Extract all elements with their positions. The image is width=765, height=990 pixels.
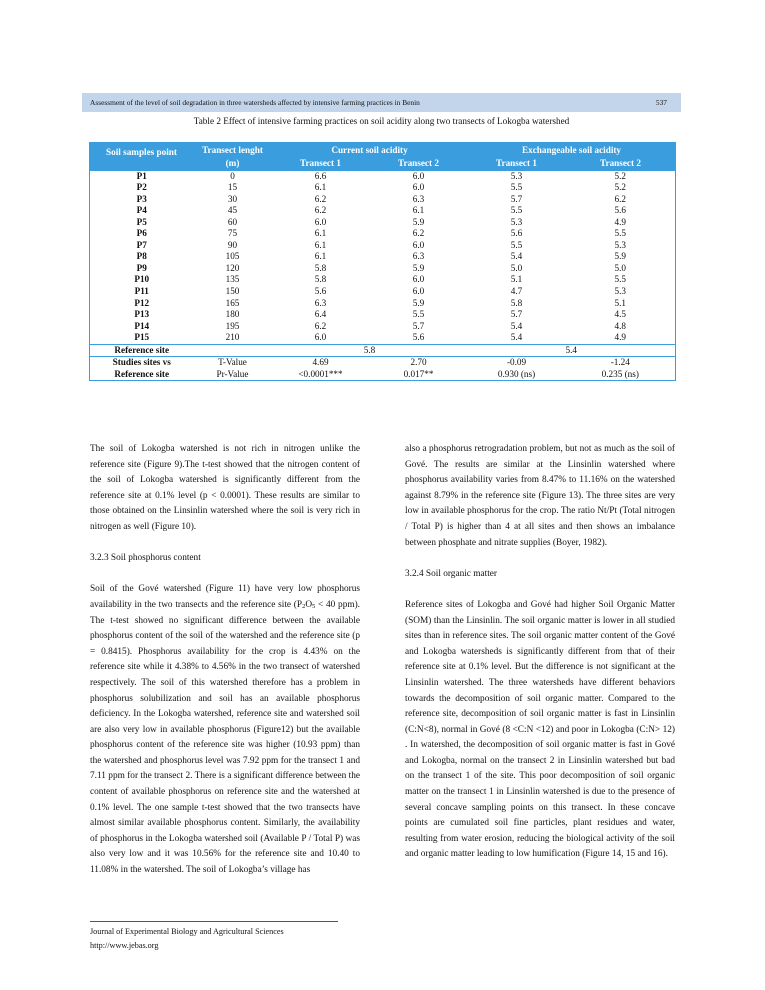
- table-row: [90, 170, 676, 182]
- current-t1-cell: 6.0: [314, 332, 327, 343]
- exchangeable-t2-cell: 4.5: [614, 309, 626, 320]
- transect-length-cell: 135: [225, 274, 240, 285]
- running-title: Assessment of the level of soil degradation in three watersheds affected by intensive farming practices in Benin: [90, 98, 420, 107]
- sample-point-cell: P3: [136, 193, 147, 204]
- subscript: 2: [302, 602, 306, 610]
- exchangeable-t2-cell: 5.1: [614, 297, 626, 308]
- current-t2-cell: 6.0: [412, 170, 425, 181]
- exchangeable-t2-cell: 4.9: [614, 332, 626, 343]
- table-caption: Table 2 Effect of intensive farming practices on soil acidity along two transects of Lokogba watershed: [193, 116, 570, 126]
- reference-row: [90, 344, 676, 357]
- current-t1-cell: 6.2: [314, 205, 327, 216]
- running-header: [82, 93, 681, 112]
- sample-point-cell: P13: [134, 309, 150, 320]
- soil-acidity-table: [89, 142, 676, 381]
- table-row: [90, 228, 676, 240]
- current-t2-cell: 6.0: [412, 274, 425, 285]
- exchangeable-t2-cell: 5.5: [614, 228, 626, 239]
- reference-label: Reference site: [90, 344, 194, 357]
- transect-length-cell: 75: [227, 228, 238, 239]
- exchangeable-t1-cell: 5.7: [510, 193, 523, 204]
- exchangeable-t1-cell: 5.5: [510, 239, 523, 250]
- page-footer: [90, 925, 284, 953]
- sample-point-cell: P10: [134, 274, 150, 285]
- transect-length-cell: 210: [225, 332, 240, 343]
- transect-length-cell: 0: [230, 170, 235, 181]
- current-t1-cell: 6.3: [314, 297, 327, 308]
- exchangeable-t1-cell: 5.8: [510, 297, 523, 308]
- sample-point-cell: P12: [134, 297, 150, 308]
- exchangeable-t1-cell: 5.3: [510, 216, 523, 227]
- exchangeable-t2-cell: 4.9: [614, 216, 626, 227]
- text-span: < 40 ppm). The t-test showed no significant difference between the available phosphorus content of the soil of the watershed and the reference site (p = 0.8415). Phosphorus availability for the crop is 4.43% on the reference site while it 4.38% to 4.56% in the two transect of watershed respectively. The soil of this watershed therefore has a problem in phosphorus solubilization and soil has an available phosphorus deficiency. In the Lokogba watershed, reference site and watershed soil are also very low in available phosphorus (Figure12) but the available phosphorus content of the reference site was higher (10.93 ppm) than the watershed and phosphorus level was 7.92 ppm for the transect 1 and 7.11 ppm for the transect 2. There is a significant difference between the content of available phosphorus on reference site and the watershed at 0.1% level. The one sample t-test showed that the two transects have almost similar available phosphorus content. Similarly, the availability of phosphorus in the Lokogba watershed soil (Available P / Total P) was also very low and it was 10.56% for the reference site and 10.40 to 11.08% in the watershed. The soil of Lokogba’s village has: [90, 599, 361, 876]
- table-row: [90, 309, 676, 321]
- reference-exchangeable: 5.4: [468, 344, 676, 357]
- exchangeable-t2-cell: 5.3: [614, 286, 626, 297]
- header-transect-length-unit: (m): [194, 158, 272, 171]
- paragraph-organic-matter: Reference sites of Lokogba and Gové had higher Soil Organic Matter (SOM) than the Linsinlin. The soil organic matter is lower in all studied sites than in reference sites. The soil organic matter content of the Gové and Lokogba watersheds is significantly different from that of their reference site at 0.1% level. But the difference is not significant at the Linsinlin watershed. The three watersheds have different behaviors towards the decomposition of soil organic matter. Compared to the reference site, decomposition of soil organic matter is fast in Linsinlin (C:N<8), normal in Gové (8 <C:N <12) and poor in Lokogba (C:N> 12) . In watershed, the decomposition of soil organic matter is fast in Gové and Lokogba, normal on the transect 2 in Linsinlin watershed but bad on the transect 1 of the site. This poor decomposition of soil organic matter on the transect 1 in Linsinlin watershed is due to the presence of several concave sampling points on this transect. In these concave points are cumulated soil fine particles, plant residues and water, resulting from water erosion, reducing the biological activity of the soil and organic matter leading to low humification (Figure 14, 15 and 16).: [405, 599, 675, 860]
- header-soil-samples-point: Soil samples point: [90, 143, 194, 171]
- current-t1-cell: 6.2: [314, 320, 327, 331]
- current-t1-cell: 6.1: [314, 251, 327, 262]
- table-row: [90, 194, 676, 206]
- current-t2-cell: 5.7: [412, 320, 425, 331]
- exchangeable-t1-cell: 5.7: [510, 309, 523, 320]
- table-row: [90, 286, 676, 298]
- paragraph-nitrogen: The soil of Lokogba watershed is not rich in nitrogen unlike the reference site (Figure 9).The t-test showed that the nitrogen content of the soil of Lokogba watershed is significantly different from the reference site at 0.1% level (p < 0.0001). These results are similar to those obtained on the Linsinlin watershed where the soil is very rich in nitrogen as well (Figure 10).: [90, 444, 360, 532]
- table-row: [90, 263, 676, 275]
- current-t1-cell: 6.1: [314, 228, 327, 239]
- current-t2-cell: 6.0: [412, 239, 425, 250]
- header-current-transect2: Transect 2: [370, 158, 468, 171]
- current-t2-cell: 6.3: [412, 193, 425, 204]
- table-row: [90, 332, 676, 344]
- header-exchangeable-transect2: Transect 2: [566, 158, 676, 171]
- sample-point-cell: P15: [134, 332, 150, 343]
- exchangeable-t2-cell: 5.2: [614, 182, 626, 193]
- exchangeable-t1-cell: 5.5: [510, 205, 523, 216]
- t-value-cell: 4.69: [272, 357, 370, 369]
- subscript: 5: [312, 602, 316, 610]
- header-exchangeable-transect1: Transect 1: [468, 158, 566, 171]
- stats-label-line1: Studies sites vs: [90, 357, 194, 369]
- exchangeable-t2-cell: 4.8: [614, 320, 626, 331]
- current-t2-cell: 5.6: [412, 332, 425, 343]
- current-t1-cell: 6.1: [314, 182, 327, 193]
- journal-url[interactable]: http://www.jebas.org: [90, 941, 159, 950]
- exchangeable-t2-cell: 5.0: [614, 262, 626, 273]
- current-t2-cell: 6.3: [412, 251, 425, 262]
- current-t2-cell: 5.9: [412, 297, 425, 308]
- t-value-row: [90, 357, 676, 369]
- exchangeable-t2-cell: 5.3: [614, 239, 626, 250]
- exchangeable-t2-cell: 6.2: [614, 193, 626, 204]
- table-row: [90, 205, 676, 217]
- header-current-acidity: Current soil acidity: [272, 143, 468, 158]
- p-value-cell: 0.235 (ns): [566, 369, 676, 381]
- exchangeable-t1-cell: 5.5: [510, 182, 523, 193]
- transect-length-cell: 195: [225, 320, 240, 331]
- header-transect-length: Transect lenght: [194, 143, 272, 158]
- exchangeable-t2-cell: 5.9: [614, 251, 626, 262]
- table-row: [90, 217, 676, 229]
- p-value-row: [90, 369, 676, 381]
- current-t2-cell: 6.0: [412, 182, 425, 193]
- table-row: [90, 182, 676, 194]
- transect-length-cell: 15: [227, 182, 238, 193]
- transect-length-cell: 60: [227, 216, 238, 227]
- transect-length-cell: 120: [225, 262, 240, 273]
- paragraph-phosphorus-continued: also a phosphorus retrogradation problem, but not as much as the soil of Gové. The results are similar at the Linsinlin watershed where phosphorus availability varies from 8.47% to 11.16% on the watershed against 8.79% in the reference site (Figure 13). The three sites are very low in available phosphorus for the crop. The ratio Nt/Pt (Total nitrogen / Total P) is higher than 4 at all sites and then shows an imbalance between phosphate and nitrate supplies (Boyer, 1982).: [405, 444, 675, 548]
- section-heading-organic-matter: 3.2.4 Soil organic matter: [405, 568, 498, 579]
- transect-length-cell: 165: [225, 297, 240, 308]
- exchangeable-t2-cell: 5.2: [614, 170, 626, 181]
- exchangeable-t2-cell: 5.6: [614, 205, 626, 216]
- sample-point-cell: P11: [134, 286, 149, 297]
- stats-label-line2: Reference site: [90, 369, 194, 381]
- current-t1-cell: 6.2: [314, 193, 327, 204]
- reference-current: 5.8: [272, 344, 468, 357]
- page-number: 537: [655, 98, 667, 107]
- p-value-label: Pr-Value: [194, 369, 272, 381]
- transect-length-cell: 150: [225, 286, 240, 297]
- current-t1-cell: 5.8: [314, 262, 327, 273]
- exchangeable-t2-cell: 5.5: [614, 274, 626, 285]
- exchangeable-t1-cell: 5.1: [510, 274, 523, 285]
- table-row: [90, 321, 676, 333]
- sample-point-cell: P8: [136, 251, 147, 262]
- current-t2-cell: 6.0: [412, 286, 425, 297]
- sample-point-cell: P4: [136, 205, 147, 216]
- table-body: [90, 170, 676, 381]
- current-t1-cell: 6.6: [314, 170, 327, 181]
- transect-length-cell: 45: [227, 205, 238, 216]
- current-t1-cell: 6.0: [314, 216, 327, 227]
- t-value-label: T-Value: [194, 357, 272, 369]
- journal-name: Journal of Experimental Biology and Agricultural Sciences: [90, 927, 284, 936]
- exchangeable-t1-cell: 5.4: [510, 320, 523, 331]
- t-value-cell: -1.24: [566, 357, 676, 369]
- transect-length-cell: 90: [227, 239, 238, 250]
- t-value-cell: -0.09: [468, 357, 566, 369]
- sample-point-cell: P14: [134, 320, 150, 331]
- header-current-transect1: Transect 1: [272, 158, 370, 171]
- text-span: O: [305, 599, 313, 610]
- p-value-cell: 0.017**: [370, 369, 468, 381]
- current-t1-cell: 5.8: [314, 274, 327, 285]
- table-row: [90, 298, 676, 310]
- current-t2-cell: 6.2: [412, 228, 425, 239]
- section-heading-phosphorus: 3.2.3 Soil phosphorus content: [90, 553, 201, 564]
- table-row: [90, 274, 676, 286]
- table-row: [90, 240, 676, 252]
- exchangeable-t1-cell: 5.0: [510, 262, 523, 273]
- paragraph-phosphorus: [90, 582, 360, 878]
- sample-point-cell: P5: [136, 216, 147, 227]
- current-t1-cell: 6.4: [314, 309, 327, 320]
- sample-point-cell: P1: [136, 170, 147, 181]
- sample-point-cell: P7: [136, 239, 147, 250]
- sample-point-cell: P2: [136, 182, 147, 193]
- header-exchangeable-acidity: Exchangeable soil acidity: [468, 143, 676, 158]
- current-t1-cell: 5.6: [314, 286, 327, 297]
- current-t2-cell: 5.9: [412, 262, 425, 273]
- current-t2-cell: 5.5: [412, 309, 425, 320]
- exchangeable-t1-cell: 5.4: [510, 332, 523, 343]
- sample-point-cell: P9: [136, 262, 147, 273]
- transect-length-cell: 105: [225, 251, 240, 262]
- exchangeable-t1-cell: 5.4: [510, 251, 523, 262]
- transect-length-cell: 180: [225, 309, 240, 320]
- left-text-column: [90, 442, 360, 894]
- current-t1-cell: 6.1: [314, 239, 327, 250]
- p-value-cell: <0.0001***: [272, 369, 370, 381]
- current-t2-cell: 6.1: [412, 205, 425, 216]
- reference-empty-cell: [194, 344, 272, 357]
- text-span: Soil of the Gové watershed (Figure 11) have very low phosphorus availability in the two transects and the reference site (P: [90, 584, 360, 610]
- t-value-cell: 2.70: [370, 357, 468, 369]
- exchangeable-t1-cell: 5.6: [510, 228, 523, 239]
- table-row: [90, 251, 676, 263]
- transect-length-cell: 30: [227, 193, 238, 204]
- right-text-column: [405, 442, 675, 879]
- footer-divider: [90, 921, 338, 922]
- exchangeable-t1-cell: 5.3: [510, 170, 523, 181]
- exchangeable-t1-cell: 4.7: [510, 286, 523, 297]
- p-value-cell: 0.930 (ns): [468, 369, 566, 381]
- sample-point-cell: P6: [136, 228, 147, 239]
- current-t2-cell: 5.9: [412, 216, 425, 227]
